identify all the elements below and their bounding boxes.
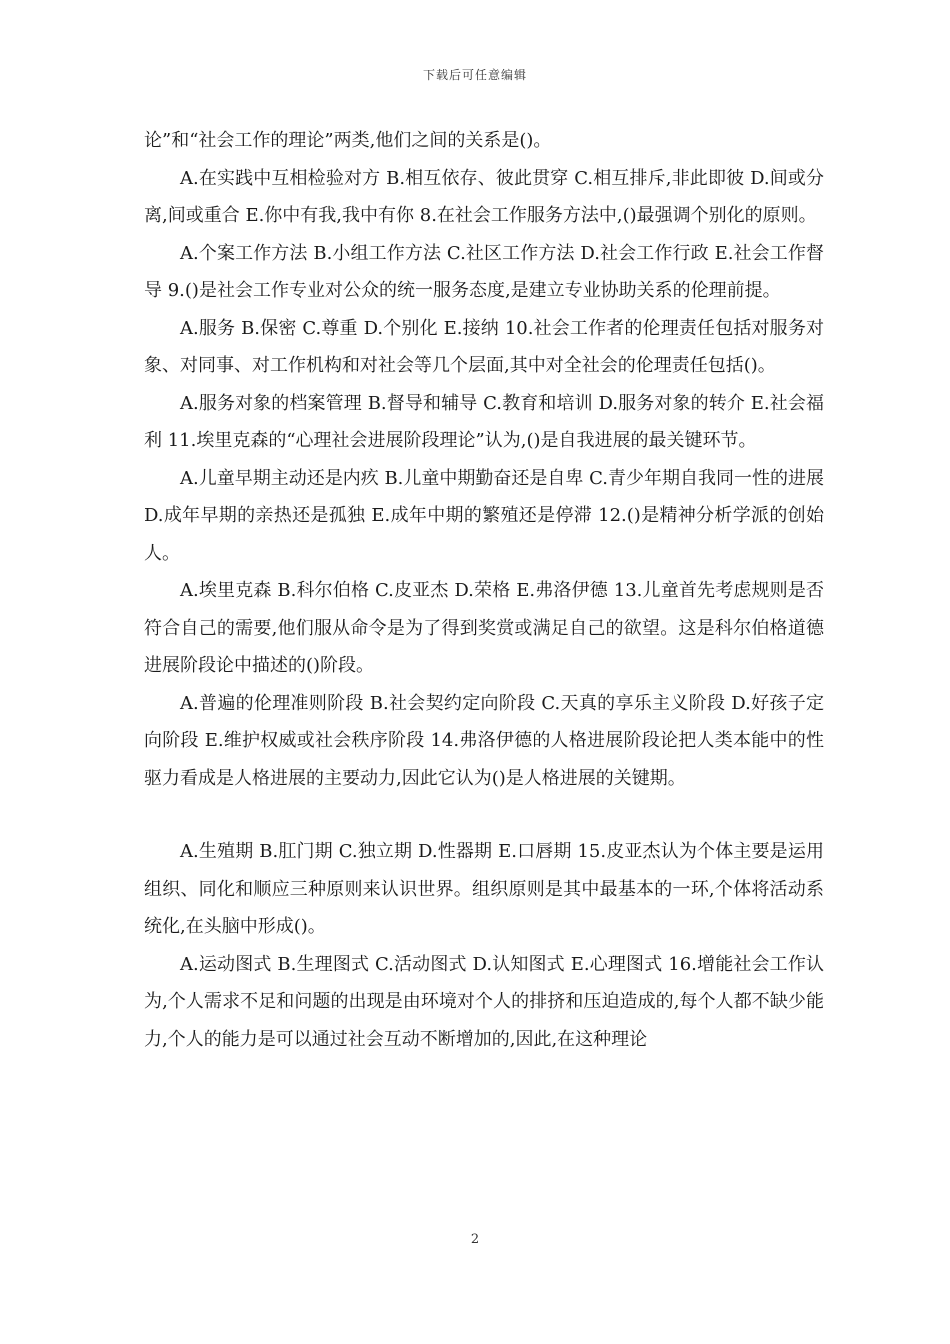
- page-number: 2: [470, 1232, 480, 1247]
- paragraph-q16-options: A.运动图式 B.生理图式 C.活动图式 D.认知图式 E.心理图式 16.增能社会工作认为,个人需求不足和问题的出现是由环境对个人的排挤和压迫造成的,每个人都不缺少能力,个人的能力是可以通过社会互动不断增加的,因此,在这种理论: [144, 953, 824, 1050]
- paragraph-q10-options: A.服务 B.保密 C.尊重 D.个别化 E.接纳 10.社会工作者的伦理责任包括对服务对象、对同事、对工作机构和对社会等几个层面,其中对全社会的伦理责任包括()。: [144, 317, 824, 376]
- document-body: [144, 122, 824, 1058]
- paragraph-gap: [144, 797, 824, 833]
- paragraph-q13-options: A.埃里克森 B.科尔伯格 C.皮亚杰 D.荣格 E.弗洛伊德 13.儿童首先考虑规则是否符合自己的需要,他们服从命令是为了得到奖赏或满足自己的欲望。这是科尔伯格道德进展阶段论中描述的()阶段。: [144, 580, 824, 676]
- paragraph-q11-options: A.服务对象的档案管理 B.督导和辅导 C.教育和培训 D.服务对象的转介 E.社会福利 11.埃里克森的“心理社会进展阶段理论”认为,()是自我进展的最关键环节。: [144, 392, 824, 451]
- paragraph-q8-options: A.在实践中互相检验对方 B.相互依存、彼此贯穿 C.相互排斥,非此即彼 D.间或分离,间或重合 E.你中有我,我中有你 8.在社会工作服务方法中,()最强调个别化的原则。: [144, 167, 824, 226]
- paragraph-q15-options: A.生殖期 B.肛门期 C.独立期 D.性器期 E.口唇期 15.皮亚杰认为个体主要是运用组织、同化和顺应三种原则来认识世界。组织原则是其中最基本的一环,个体将活动系统化,在头脑中形成()。: [144, 841, 824, 937]
- page-header: 下载后可任意编辑: [422, 68, 527, 82]
- paragraph-continuation: 论”和“社会工作的理论”两类,他们之间的关系是()。: [144, 130, 552, 151]
- paragraph-q14-options: A.普遍的伦理准则阶段 B.社会契约定向阶段 C.天真的享乐主义阶段 D.好孩子定向阶段 E.维护权威或社会秩序阶段 14.弗洛伊德的人格进展阶段论把人类本能中的性驱力看成是人格进展的主要动力,因此它认为()是人格进展的关键期。: [144, 692, 824, 789]
- paragraph-q9-options: A.个案工作方法 B.小组工作方法 C.社区工作方法 D.社会工作行政 E.社会工作督导 9.()是社会工作专业对公众的统一服务态度,是建立专业协助关系的伦理前提。: [144, 242, 824, 301]
- paragraph-q12-options: A.儿童早期主动还是内疚 B.儿童中期勤奋还是自卑 C.青少年期自我同一性的进展 D.成年早期的亲热还是孤独 E.成年中期的繁殖还是停滞 12.()是精神分析学派的创始人。: [144, 467, 824, 564]
